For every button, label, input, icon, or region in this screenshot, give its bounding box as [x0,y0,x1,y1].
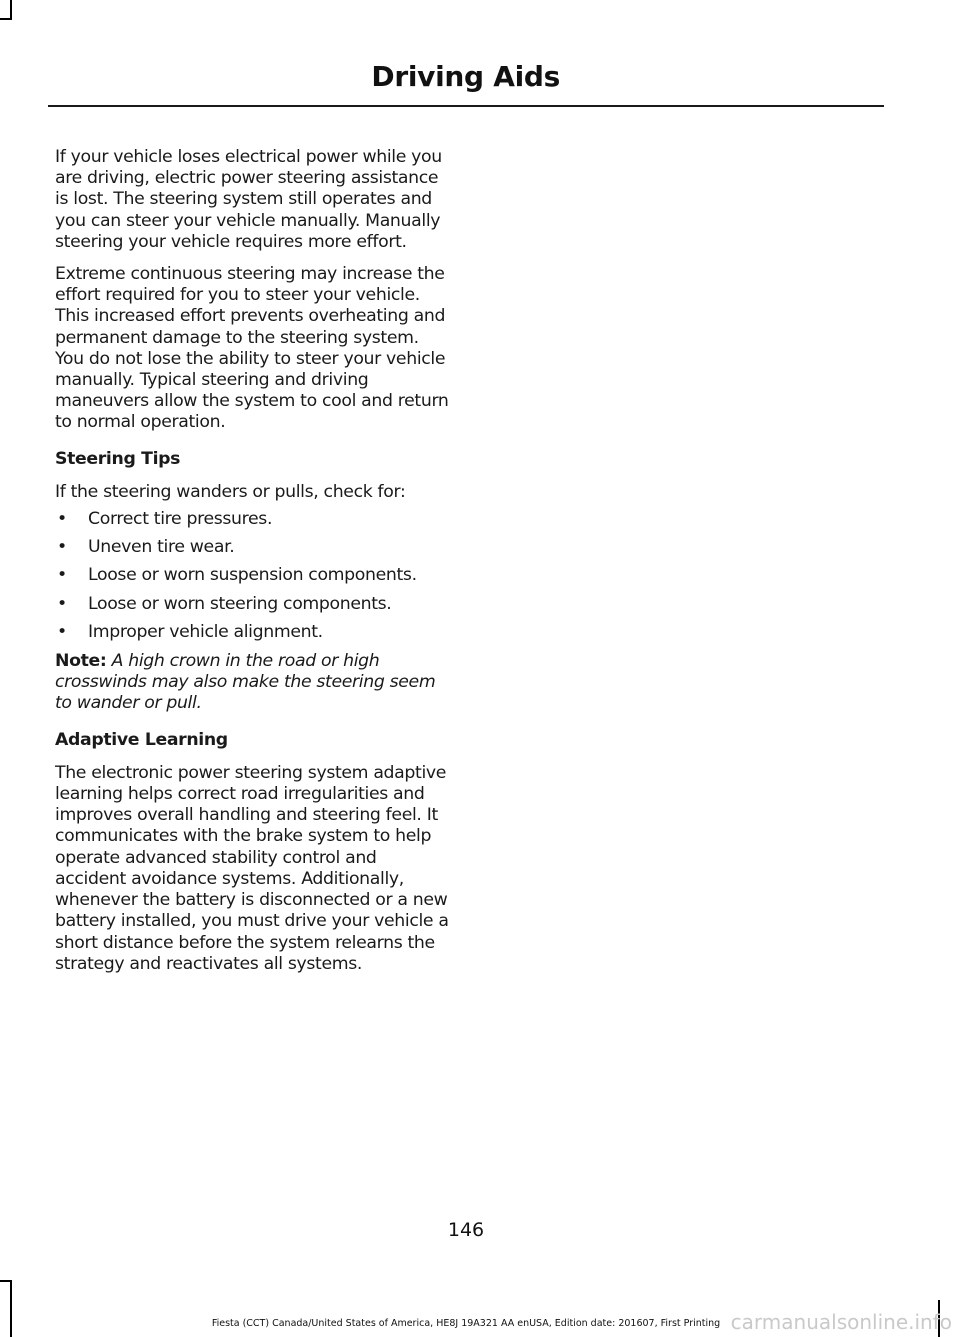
bullet-icon: • [57,593,67,614]
bullet-icon: • [57,621,67,642]
paragraph-power-loss: If your vehicle loses electrical power while you are driving, electric power steering assistance is lost. The steering system still operates and you can steer your vehicle manually. Manually steering your vehicle requires more effort. [55,147,442,252]
list-item [55,565,450,586]
crop-mark-bottom-left-h [0,1280,12,1282]
list-item-text: Loose or worn suspension components. [88,565,417,586]
bullet-icon: • [57,565,67,586]
page-title: Driving Aids [371,60,560,93]
list-item [55,509,450,530]
header-divider [48,105,884,107]
note-text: A high crown in the road or high crosswinds may also make the steering seem to wander or pull. [55,651,436,714]
list-item [55,594,450,615]
section-heading-adaptive-learning: Adaptive Learning [55,729,228,750]
note-label: Note: [55,651,107,672]
paragraph-adaptive-learning: The electronic power steering system adaptive learning helps correct road irregularities and improves overall handling and steering feel. It communicates with the brake system to help operate advanced stability control and accident avoidance systems. Additionally, whenever the battery is disconnected or a new battery installed, you must drive your vehicle a short distance before the system relearns the strategy and reactivates all systems. [55,762,449,974]
crop-mark-top-left [10,0,12,20]
list-item-text: Improper vehicle alignment. [88,621,323,642]
bullet-icon: • [57,509,67,530]
bullet-icon: • [57,537,67,558]
paragraph-continuous-steering: Extreme continuous steering may increase the effort required for you to steer your vehicle. This increased effort prevents overheating and permanent damage to the steering system. You do not lose the ability to steer your vehicle manually. Typical steering and driving maneuvers allow the system to cool and return to normal operation. [55,264,449,433]
page-number: 146 [447,1219,485,1241]
list-item [55,537,450,558]
document-footer: Fiesta (CCT) Canada/United States of America, HE8J 19A321 AA enUSA, Edition date: 201607, First Printing [211,1318,721,1329]
steering-note [55,651,450,715]
list-item-text: Uneven tire wear. [88,537,235,558]
list-item-text: Loose or worn steering components. [88,593,392,614]
steering-tips-intro: If the steering wanders or pulls, check for: [55,481,406,502]
watermark: carmanualsonline.info [730,1310,952,1334]
list-item [55,622,450,643]
text-column [55,147,450,986]
list-item-text: Correct tire pressures. [88,509,273,530]
section-heading-steering-tips: Steering Tips [55,448,181,469]
steering-check-list [55,509,450,643]
crop-mark-top-left-h [0,18,12,20]
